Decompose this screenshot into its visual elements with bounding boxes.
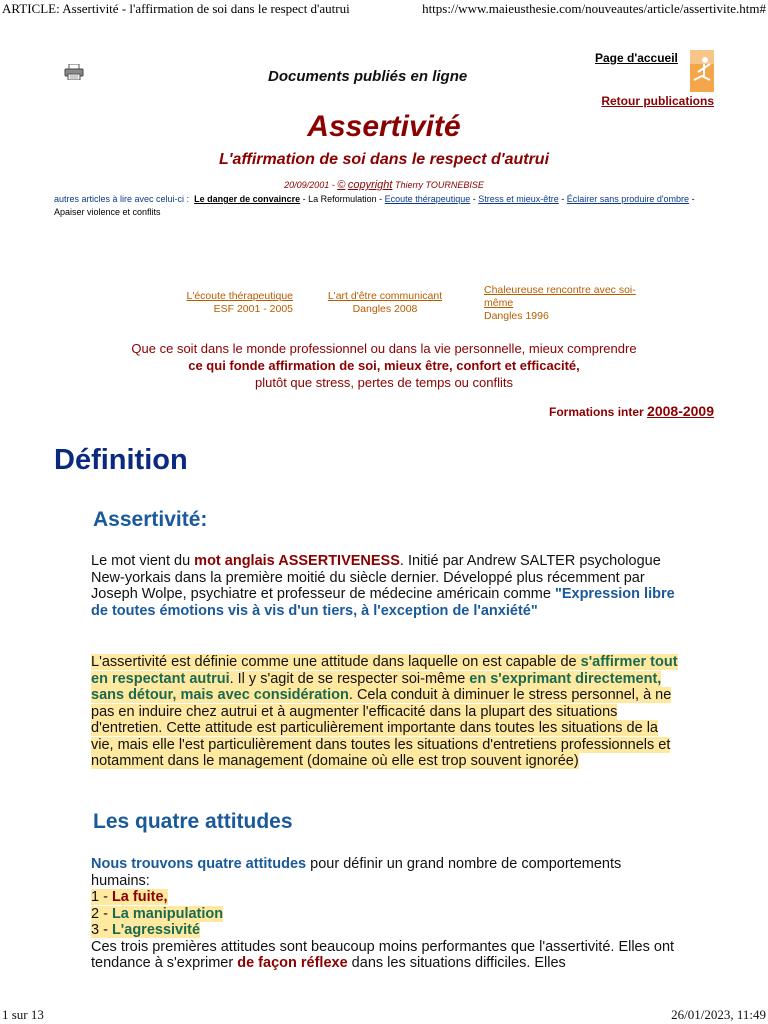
- print-footer: [0, 1004, 768, 1024]
- assertivite-subheading: Assertivité:: [93, 508, 208, 531]
- book-title[interactable]: L'écoute thérapeutique: [186, 290, 293, 302]
- related-item-apaiser: Apaiser violence et conflits: [54, 207, 161, 217]
- book-title[interactable]: L'art d'être communicant: [327, 290, 443, 302]
- book-ecoute[interactable]: [178, 290, 293, 316]
- copyright-line: [0, 179, 768, 191]
- attitudes-paragraph: [91, 856, 681, 972]
- text-span: dans les situations difficiles. Elles: [347, 955, 566, 971]
- attitude-item: [91, 906, 681, 923]
- publication-date: 20/09/2001: [284, 180, 330, 190]
- intro-line-1: Que ce soit dans le monde professionnel ou dans la vie personnelle, mieux comprendre: [131, 341, 637, 356]
- definition-paragraph-2: [91, 654, 681, 770]
- related-link-ecoute[interactable]: Ecoute thérapeutique: [384, 194, 471, 204]
- page-title: Assertivité: [307, 110, 461, 143]
- book-chaleureuse[interactable]: [484, 284, 644, 323]
- related-item-reformulation: La Reformulation: [308, 194, 377, 204]
- attitude-number: 3 -: [91, 922, 112, 938]
- attitude-label: La fuite,: [111, 889, 168, 905]
- page-count: 1 sur 13: [2, 1007, 44, 1022]
- related-prefix: autres articles à lire avec celui-ci :: [54, 194, 190, 204]
- text-span: L'assertivité est définie comme une attitude dans laquelle on est capable de: [91, 654, 581, 670]
- book-info: Dangles 2008: [352, 303, 418, 315]
- formations-years-link[interactable]: 2008-2009: [647, 403, 714, 419]
- print-header: [0, 0, 768, 18]
- back-publications-link[interactable]: Retour publications: [601, 94, 714, 108]
- print-header-url: https://www.maieusthesie.com/nouveautes/article/assertivite.htm#: [422, 1, 766, 16]
- book-title[interactable]: Chaleureuse rencontre avec soi-même: [484, 284, 636, 309]
- text-span: . Il y s'agit de se respecter soi-même: [229, 670, 470, 687]
- intro-text: [0, 340, 768, 391]
- text-span-emph: en s'exprimant directement, sans détour, mais avec considération: [91, 670, 662, 703]
- text-span-emph: mot anglais ASSERTIVENESS: [194, 553, 400, 569]
- home-icon[interactable]: [690, 50, 714, 92]
- text-span: pour définir un grand nombre de comportements humains:: [91, 856, 622, 889]
- related-link-eclairer[interactable]: Éclairer sans produire d'ombre: [566, 194, 690, 204]
- formations-link[interactable]: [549, 403, 714, 419]
- attitudes-after: [91, 939, 681, 972]
- attitude-number: 2 -: [91, 905, 112, 922]
- attitudes-heading: Les quatre attitudes: [93, 810, 293, 833]
- attitudes-intro: [91, 856, 681, 889]
- text-span-emph: s'affirmer tout en respectant autrui: [91, 654, 678, 687]
- book-art-communicant[interactable]: [325, 290, 445, 316]
- home-link[interactable]: Page d'accueil: [595, 51, 678, 65]
- definition-heading: Définition: [54, 444, 188, 476]
- top-subtitle: Documents publiés en ligne: [268, 68, 468, 85]
- attitude-label: L'agressivité: [111, 922, 201, 938]
- print-timestamp: 26/01/2023, 11:49: [671, 1007, 766, 1022]
- related-link-stress[interactable]: Stress et mieux-être: [478, 194, 559, 204]
- copyright-author: Thierry TOURNEBISE: [394, 180, 484, 190]
- text-span-emph: de façon réflexe: [237, 955, 348, 971]
- text-span-quote: "Expression libre de toutes émotions vis à vis d'un tiers, à l'exception de l'anxiété": [91, 586, 675, 619]
- formations-label: Formations inter: [549, 405, 644, 419]
- copyright-dash: -: [329, 180, 338, 190]
- book-info: Dangles 1996: [484, 310, 549, 322]
- intro-line-2: ce qui fonde affirmation de soi, mieux être, confort et efficacité,: [188, 358, 580, 373]
- copyright-symbol[interactable]: ©: [337, 179, 346, 191]
- text-span: Ces trois premières attitudes sont beaucoup moins performantes que l'assertivité. Elles ont tendance à s'exprimer: [91, 938, 675, 971]
- text-span: Le mot vient du: [91, 553, 195, 569]
- copyright-word[interactable]: copyright: [347, 179, 393, 191]
- text-span-emph: Nous trouvons quatre attitudes: [91, 856, 307, 872]
- attitude-number: 1 -: [91, 889, 112, 905]
- printer-icon[interactable]: [64, 64, 84, 80]
- book-info: ESF 2001 - 2005: [213, 303, 293, 315]
- attitude-label: La manipulation: [111, 905, 224, 922]
- related-link-danger-convaincre[interactable]: Le danger de convaincre: [194, 194, 301, 204]
- text-span: . Initié par Andrew SALTER psychologue New-yorkais dans la première moitié du siècle dernier. Développé plus récemment par Joseph Wolpe, psychiatre et professeur de médecine américain comme: [91, 553, 661, 602]
- page-subtitle: L'affirmation de soi dans le respect d'autrui: [218, 151, 550, 168]
- definition-paragraph-1: [91, 553, 681, 619]
- intro-line-3: plutôt que stress, pertes de temps ou conflits: [255, 375, 513, 390]
- related-articles: autres articles à lire avec celui-ci : Le danger de convaincre - La Reformulation - Ecoute thérapeutique - Stress et mieux-être - Éclairer sans produire d'ombre - Apaiser violence et conflits: [54, 194, 695, 217]
- attitude-item: [91, 922, 681, 939]
- text-span: . Cela conduit à diminuer le stress personnel, à ne pas en induire chez autrui et à augmenter l'efficacité dans la plupart des situations d'entretien. Cette attitude est particulièrement importante dans toutes les situations de la vie, mais elle l'est particulièrement dans toutes les situations d'entretiens professionnels et notamment dans le management (domaine où elle est trop souvent ignorée): [91, 687, 672, 769]
- attitude-item: [91, 889, 681, 906]
- print-header-title: ARTICLE: Assertivité - l'affirmation de soi dans le respect d'autrui: [2, 1, 350, 16]
